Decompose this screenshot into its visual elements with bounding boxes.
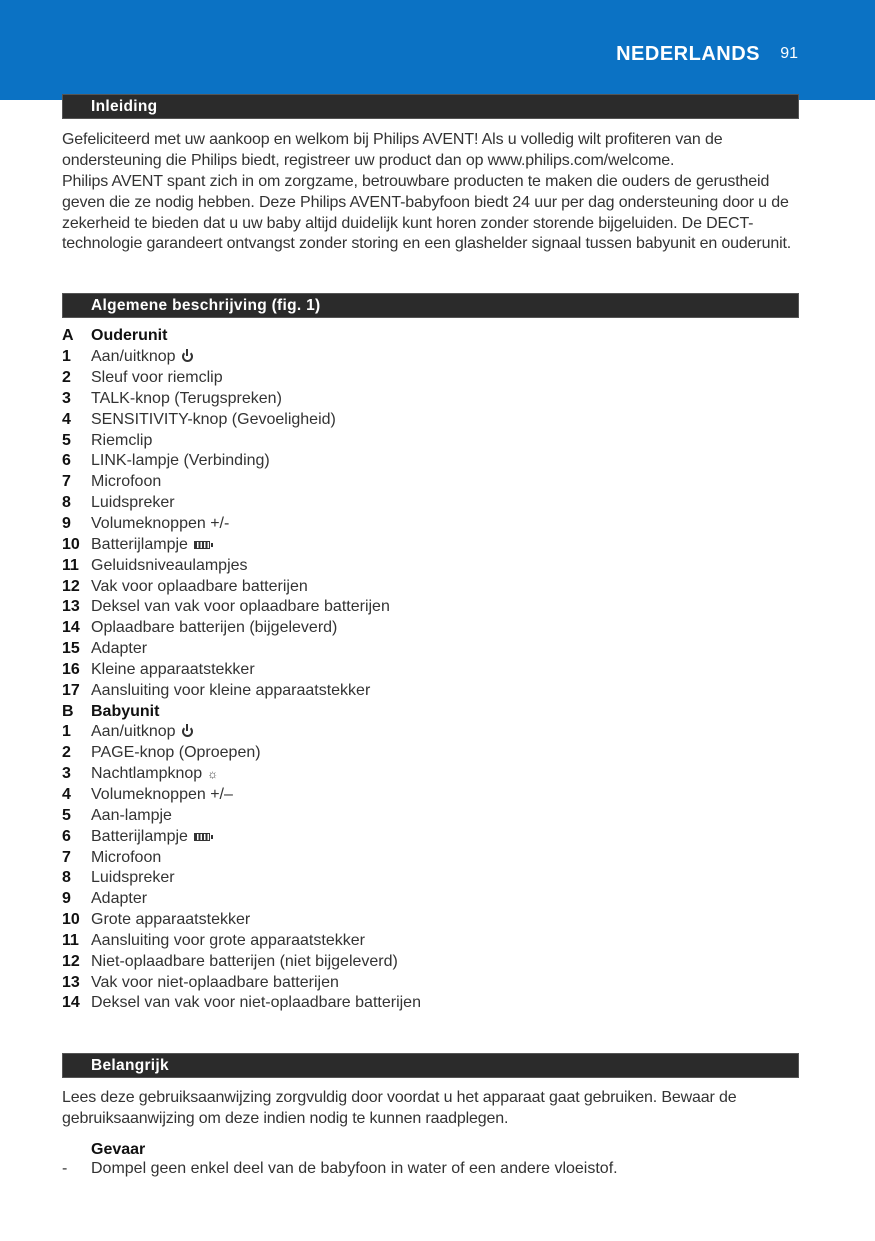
item-number: 2 — [62, 744, 71, 762]
item-number: 1 — [62, 723, 71, 741]
item-number: B — [62, 702, 74, 720]
item-number: 3 — [62, 389, 71, 407]
item-label: Kleine apparaatstekker — [91, 660, 255, 678]
section-title: Belangrijk — [91, 1057, 169, 1074]
intro-paragraph-1: Gefeliciteerd met uw aankoop en welkom bij Philips AVENT! Als u volledig wilt profiteren van de ondersteuning die Philips biedt, registreer uw product dan op www.philips.com/welcome. — [62, 131, 723, 169]
item-label: Geluidsniveaulampjes — [91, 556, 248, 574]
list-item — [62, 347, 802, 368]
item-label: PAGE-knop (Oproepen) — [91, 744, 261, 762]
item-number: 3 — [62, 765, 71, 783]
list-item — [62, 430, 802, 451]
item-number: 8 — [62, 494, 71, 512]
list-item — [62, 910, 802, 931]
list-item — [62, 805, 802, 826]
item-number: 6 — [62, 452, 71, 470]
item-number: 9 — [62, 515, 71, 533]
list-item — [62, 680, 802, 701]
list-dash: - — [62, 1160, 68, 1177]
item-number: 9 — [62, 890, 71, 908]
item-label: Aansluiting voor kleine apparaatstekker — [91, 681, 371, 699]
item-number: 14 — [62, 994, 80, 1012]
list-item — [62, 764, 802, 785]
list-item — [62, 534, 802, 555]
item-label: Aan/uitknop — [91, 348, 176, 366]
item-label: Oplaadbare batterijen (bijgeleverd) — [91, 619, 338, 637]
item-number: 12 — [62, 577, 80, 595]
list-item — [62, 972, 802, 993]
item-label: Adapter — [91, 890, 148, 908]
list-item — [62, 472, 802, 493]
item-label: Vak voor oplaadbare batterijen — [91, 577, 308, 595]
item-number: 16 — [62, 660, 80, 678]
item-label: Aan-lampje — [91, 806, 172, 824]
list-item — [62, 889, 802, 910]
language-label: NEDERLANDS — [616, 43, 760, 65]
list-group-heading — [62, 701, 802, 722]
list-item — [62, 493, 802, 514]
item-label: Deksel van vak voor oplaadbare batterijen — [91, 598, 390, 616]
list-item — [62, 785, 802, 806]
item-label: Batterijlampje — [91, 535, 188, 553]
item-label: Riemclip — [91, 431, 153, 449]
item-number: 1 — [62, 348, 71, 366]
item-number: 7 — [62, 848, 71, 866]
item-label: Deksel van vak voor niet-oplaadbare batterijen — [91, 994, 421, 1012]
danger-item-text: Dompel geen enkel deel van de babyfoon in water of een andere vloeistof. — [91, 1160, 618, 1177]
item-label: Nachtlampknop — [91, 765, 203, 783]
item-label: Batterijlampje — [91, 827, 188, 845]
page-number: 91 — [780, 45, 798, 62]
item-label: SENSITIVITY-knop (Gevoeligheid) — [91, 410, 336, 428]
item-label: Volumeknoppen +/– — [91, 785, 233, 803]
item-label: Sleuf voor riemclip — [91, 369, 223, 387]
item-number: 13 — [62, 598, 80, 616]
danger-list-item — [62, 1160, 618, 1178]
item-number: 17 — [62, 681, 80, 699]
item-number: 12 — [62, 952, 80, 970]
item-label: Adapter — [91, 640, 148, 658]
list-item — [62, 409, 802, 430]
important-paragraph: Lees deze gebruiksaanwijzing zorgvuldig door voordat u het apparaat gaat gebruiken. Bewaar de gebruiksaanwijzing om deze indien nodig te kunnen raadplegen. — [62, 1089, 737, 1127]
section-heading-description — [62, 293, 799, 318]
list-item — [62, 847, 802, 868]
item-number: 5 — [62, 431, 71, 449]
item-number: 8 — [62, 869, 71, 887]
battery-icon — [194, 833, 210, 841]
item-number: 11 — [62, 556, 79, 574]
list-item — [62, 555, 802, 576]
section-heading-important — [62, 1053, 799, 1078]
section-title: Inleiding — [91, 98, 158, 115]
item-label: Ouderunit — [91, 327, 168, 345]
item-number: 2 — [62, 369, 71, 387]
section-title: Algemene beschrijving (fig. 1) — [91, 297, 321, 314]
intro-paragraph-2: Philips AVENT spant zich in om zorgzame, betrouwbare producten te maken die ouders de gerustheid geven die ze nodig hebben. Deze Philips AVENT-babyfoon biedt 24 uur per dag ondersteuning door u de zekerheid te bieden dat u uw baby altijd duidelijk kunt horen zonder storende bijgeluiden. De DECT-technologie garandeert ontvangst zonder storing en een glashelder signaal tussen babyunit en ouderunit. — [62, 173, 792, 253]
item-label: Vak voor niet-oplaadbare batterijen — [91, 973, 339, 991]
list-item — [62, 868, 802, 889]
list-item — [62, 930, 802, 951]
list-item — [62, 826, 802, 847]
item-label: TALK-knop (Terugspreken) — [91, 389, 282, 407]
list-item — [62, 618, 802, 639]
item-label: Grote apparaatstekker — [91, 911, 251, 929]
power-icon — [182, 726, 193, 737]
nightlight-icon: ☼ — [207, 767, 219, 782]
list-item — [62, 722, 802, 743]
item-label: Babyunit — [91, 702, 160, 720]
list-item — [62, 451, 802, 472]
parts-list — [62, 326, 802, 1014]
item-label: Microfoon — [91, 473, 162, 491]
item-number: 4 — [62, 410, 71, 428]
item-label: Aansluiting voor grote apparaatstekker — [91, 931, 365, 949]
item-number: 4 — [62, 785, 71, 803]
item-label: Aan/uitknop — [91, 723, 176, 741]
item-number: 15 — [62, 640, 80, 658]
item-label: LINK-lampje (Verbinding) — [91, 452, 270, 470]
list-item — [62, 514, 802, 535]
list-item — [62, 660, 802, 681]
header-bar — [0, 0, 875, 100]
item-number: A — [62, 327, 74, 345]
list-item — [62, 951, 802, 972]
battery-icon — [194, 541, 210, 549]
item-label: Niet-oplaadbare batterijen (niet bijgeleverd) — [91, 952, 398, 970]
item-label: Volumeknoppen +/- — [91, 515, 230, 533]
item-label: Microfoon — [91, 848, 162, 866]
item-number: 14 — [62, 619, 80, 637]
section-heading-intro — [62, 94, 799, 119]
item-number: 13 — [62, 973, 80, 991]
item-number: 10 — [62, 535, 80, 553]
list-group-heading — [62, 326, 802, 347]
power-icon — [182, 351, 193, 362]
item-label: Luidspreker — [91, 494, 175, 512]
danger-heading: Gevaar — [91, 1141, 146, 1158]
list-item — [62, 597, 802, 618]
item-label: Luidspreker — [91, 869, 175, 887]
item-number: 7 — [62, 473, 71, 491]
list-item — [62, 389, 802, 410]
list-item — [62, 743, 802, 764]
list-item — [62, 639, 802, 660]
item-number: 11 — [62, 931, 79, 949]
list-item — [62, 993, 802, 1014]
item-number: 10 — [62, 911, 80, 929]
item-number: 5 — [62, 806, 71, 824]
list-item — [62, 368, 802, 389]
list-item — [62, 576, 802, 597]
item-number: 6 — [62, 827, 71, 845]
